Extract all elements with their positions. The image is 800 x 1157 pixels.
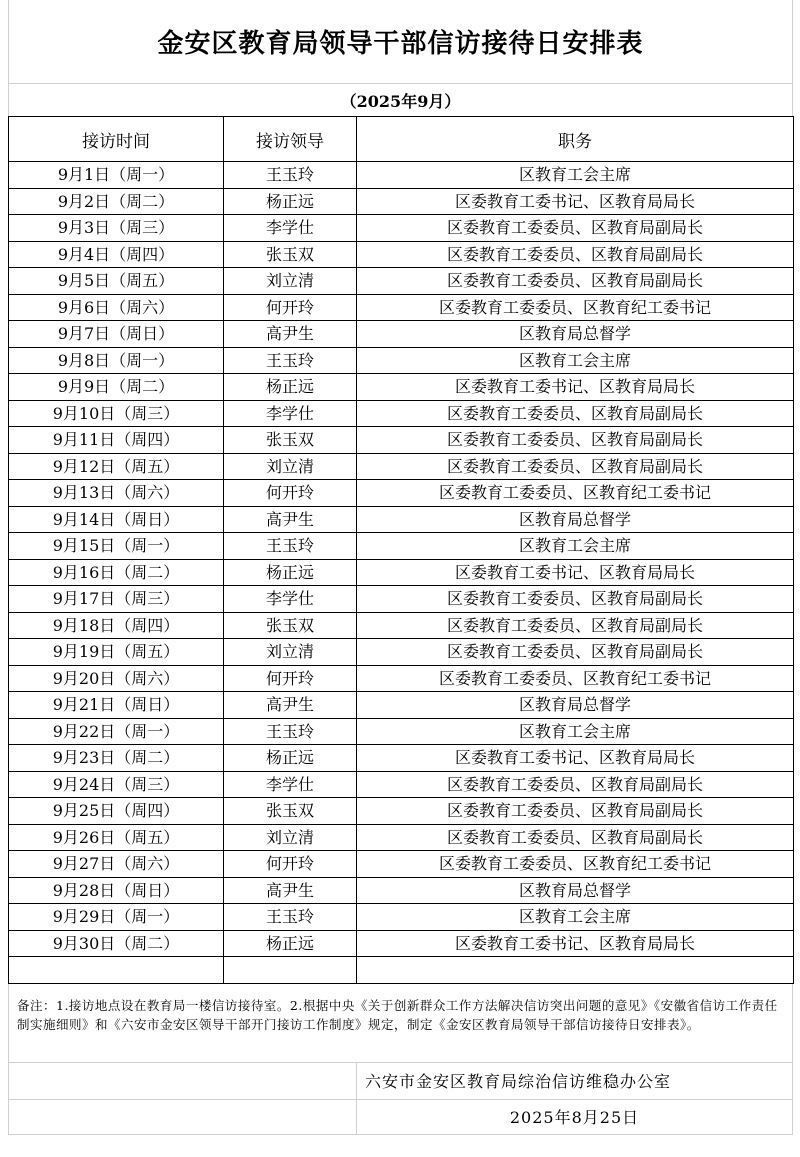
cell-date: 9月9日（周二） bbox=[9, 374, 224, 401]
cell-leader: 杨正远 bbox=[224, 559, 357, 586]
cell-position: 区教育工会主席 bbox=[357, 533, 794, 560]
cell-date: 9月21日（周日） bbox=[9, 692, 224, 719]
table-row bbox=[9, 427, 794, 454]
cell-position: 区委教育工委委员、区教育局副局长 bbox=[357, 427, 794, 454]
table-row bbox=[9, 745, 794, 772]
cell-leader: 刘立清 bbox=[224, 824, 357, 851]
cell-position: 区委教育工委书记、区教育局局长 bbox=[357, 559, 794, 586]
cell-leader: 杨正远 bbox=[224, 188, 357, 215]
cell-date: 9月6日（周六） bbox=[9, 294, 224, 321]
cell-leader: 张玉双 bbox=[224, 241, 357, 268]
title-row bbox=[8, 0, 793, 83]
cell-leader: 刘立清 bbox=[224, 453, 357, 480]
cell-leader: 李学仕 bbox=[224, 400, 357, 427]
table-row bbox=[9, 400, 794, 427]
table-row bbox=[9, 718, 794, 745]
cell-position: 区委教育工委委员、区教育局副局长 bbox=[357, 798, 794, 825]
cell-position: 区委教育工委委员、区教育纪工委书记 bbox=[357, 665, 794, 692]
table-row bbox=[9, 480, 794, 507]
table-row bbox=[9, 347, 794, 374]
cell-position: 区委教育工委书记、区教育局局长 bbox=[357, 745, 794, 772]
cell-leader: 李学仕 bbox=[224, 771, 357, 798]
footer-organization: 六安市金安区教育局综治信访维稳办公室 bbox=[365, 1072, 672, 1091]
cell-date: 9月15日（周一） bbox=[9, 533, 224, 560]
header-date: 接访时间 bbox=[9, 117, 224, 162]
cell-leader: 王玉玲 bbox=[224, 533, 357, 560]
cell-date: 9月24日（周三） bbox=[9, 771, 224, 798]
cell-leader: 王玉玲 bbox=[224, 718, 357, 745]
cell-position: 区教育工会主席 bbox=[357, 904, 794, 931]
cell-date: 9月3日（周三） bbox=[9, 215, 224, 242]
table-row bbox=[9, 162, 794, 189]
cell-date: 9月27日（周六） bbox=[9, 851, 224, 878]
cell-position: 区委教育工委委员、区教育局副局长 bbox=[357, 824, 794, 851]
table-row bbox=[9, 188, 794, 215]
cell-leader: 何开玲 bbox=[224, 851, 357, 878]
cell-date: 9月10日（周三） bbox=[9, 400, 224, 427]
cell-position: 区委教育工委委员、区教育局副局长 bbox=[357, 612, 794, 639]
table-body bbox=[9, 162, 794, 984]
cell-position: 区委教育工委书记、区教育局局长 bbox=[357, 374, 794, 401]
page-subtitle: （2025年9月） bbox=[340, 91, 461, 111]
cell-position: 区委教育工委委员、区教育局副局长 bbox=[357, 241, 794, 268]
cell-position: 区教育局总督学 bbox=[357, 321, 794, 348]
cell-date: 9月11日（周四） bbox=[9, 427, 224, 454]
cell-position: 区委教育工委委员、区教育纪工委书记 bbox=[357, 294, 794, 321]
cell-date: 9月30日（周二） bbox=[9, 930, 224, 957]
table-row bbox=[9, 798, 794, 825]
table-row bbox=[9, 374, 794, 401]
table-row bbox=[9, 215, 794, 242]
table-row-empty bbox=[9, 957, 794, 984]
cell-leader: 李学仕 bbox=[224, 586, 357, 613]
table-row bbox=[9, 665, 794, 692]
table-row bbox=[9, 930, 794, 957]
table-row bbox=[9, 586, 794, 613]
cell-leader: 杨正远 bbox=[224, 374, 357, 401]
cell-leader: 杨正远 bbox=[224, 930, 357, 957]
table-row bbox=[9, 321, 794, 348]
table-row bbox=[9, 851, 794, 878]
cell-leader: 刘立清 bbox=[224, 639, 357, 666]
cell-leader: 高尹生 bbox=[224, 692, 357, 719]
table-row bbox=[9, 453, 794, 480]
cell-leader: 张玉双 bbox=[224, 798, 357, 825]
cell-leader: 何开玲 bbox=[224, 294, 357, 321]
cell-position: 区委教育工委委员、区教育局副局长 bbox=[357, 453, 794, 480]
table-row bbox=[9, 692, 794, 719]
cell-position: 区委教育工委委员、区教育局副局长 bbox=[357, 771, 794, 798]
cell-date: 9月12日（周五） bbox=[9, 453, 224, 480]
table-row bbox=[9, 639, 794, 666]
cell-empty bbox=[9, 957, 224, 984]
cell-leader: 高尹生 bbox=[224, 877, 357, 904]
cell-date: 9月7日（周日） bbox=[9, 321, 224, 348]
cell-position: 区委教育工委委员、区教育局副局长 bbox=[357, 400, 794, 427]
table-row bbox=[9, 533, 794, 560]
cell-date: 9月17日（周三） bbox=[9, 586, 224, 613]
cell-position: 区教育工会主席 bbox=[357, 347, 794, 374]
cell-leader: 张玉双 bbox=[224, 612, 357, 639]
cell-position: 区委教育工委书记、区教育局局长 bbox=[357, 930, 794, 957]
cell-empty bbox=[357, 957, 794, 984]
cell-leader: 王玉玲 bbox=[224, 904, 357, 931]
cell-date: 9月5日（周五） bbox=[9, 268, 224, 295]
cell-date: 9月16日（周二） bbox=[9, 559, 224, 586]
cell-leader: 杨正远 bbox=[224, 745, 357, 772]
cell-date: 9月4日（周四） bbox=[9, 241, 224, 268]
cell-position: 区教育工会主席 bbox=[357, 162, 794, 189]
cell-date: 9月14日（周日） bbox=[9, 506, 224, 533]
cell-position: 区委教育工委委员、区教育局副局长 bbox=[357, 215, 794, 242]
document-page bbox=[8, 0, 793, 1135]
footer-date-row bbox=[8, 1099, 793, 1135]
table-row bbox=[9, 771, 794, 798]
cell-position: 区委教育工委书记、区教育局局长 bbox=[357, 188, 794, 215]
cell-empty bbox=[224, 957, 357, 984]
cell-position: 区教育局总督学 bbox=[357, 692, 794, 719]
page-title: 金安区教育局领导干部信访接待日安排表 bbox=[157, 29, 644, 59]
cell-date: 9月19日（周五） bbox=[9, 639, 224, 666]
cell-leader: 刘立清 bbox=[224, 268, 357, 295]
cell-leader: 何开玲 bbox=[224, 480, 357, 507]
cell-position: 区委教育工委委员、区教育局副局长 bbox=[357, 268, 794, 295]
table-row bbox=[9, 506, 794, 533]
cell-date: 9月8日（周一） bbox=[9, 347, 224, 374]
cell-leader: 王玉玲 bbox=[224, 162, 357, 189]
table-row bbox=[9, 904, 794, 931]
cell-leader: 高尹生 bbox=[224, 321, 357, 348]
table-header-row bbox=[9, 117, 794, 162]
cell-date: 9月1日（周一） bbox=[9, 162, 224, 189]
header-position: 职务 bbox=[357, 117, 794, 162]
cell-date: 9月25日（周四） bbox=[9, 798, 224, 825]
cell-leader: 王玉玲 bbox=[224, 347, 357, 374]
remarks-note: 备注：1.接访地点设在教育局一楼信访接待室。2.根据中央《关于创新群众工作方法解决信访突出问题的意见》《安徽省信访工作责任制实施细则》和《六安市金安区领导干部开门接访工作制度》规定，制定《金安区教育局领导干部信访接待日安排表》。 bbox=[8, 984, 793, 1062]
cell-leader: 李学仕 bbox=[224, 215, 357, 242]
header-leader: 接访领导 bbox=[224, 117, 357, 162]
subtitle-row bbox=[8, 83, 793, 116]
cell-date: 9月18日（周四） bbox=[9, 612, 224, 639]
cell-leader: 何开玲 bbox=[224, 665, 357, 692]
cell-position: 区委教育工委委员、区教育纪工委书记 bbox=[357, 851, 794, 878]
cell-date: 9月20日（周六） bbox=[9, 665, 224, 692]
cell-position: 区委教育工委委员、区教育局副局长 bbox=[357, 639, 794, 666]
table-row bbox=[9, 877, 794, 904]
cell-position: 区委教育工委委员、区教育纪工委书记 bbox=[357, 480, 794, 507]
cell-leader: 高尹生 bbox=[224, 506, 357, 533]
footer-organization-row bbox=[8, 1062, 793, 1099]
cell-date: 9月23日（周二） bbox=[9, 745, 224, 772]
table-row bbox=[9, 824, 794, 851]
cell-date: 9月28日（周日） bbox=[9, 877, 224, 904]
cell-leader: 张玉双 bbox=[224, 427, 357, 454]
table-row bbox=[9, 559, 794, 586]
cell-date: 9月22日（周一） bbox=[9, 718, 224, 745]
cell-position: 区教育局总督学 bbox=[357, 877, 794, 904]
footer-date: 2025年8月25日 bbox=[509, 1108, 640, 1127]
table-row bbox=[9, 294, 794, 321]
schedule-table bbox=[8, 116, 794, 984]
cell-position: 区教育局总督学 bbox=[357, 506, 794, 533]
cell-position: 区教育工会主席 bbox=[357, 718, 794, 745]
cell-date: 9月13日（周六） bbox=[9, 480, 224, 507]
cell-date: 9月2日（周二） bbox=[9, 188, 224, 215]
table-row bbox=[9, 241, 794, 268]
table-row bbox=[9, 268, 794, 295]
cell-date: 9月26日（周五） bbox=[9, 824, 224, 851]
table-row bbox=[9, 612, 794, 639]
cell-position: 区委教育工委委员、区教育局副局长 bbox=[357, 586, 794, 613]
cell-date: 9月29日（周一） bbox=[9, 904, 224, 931]
